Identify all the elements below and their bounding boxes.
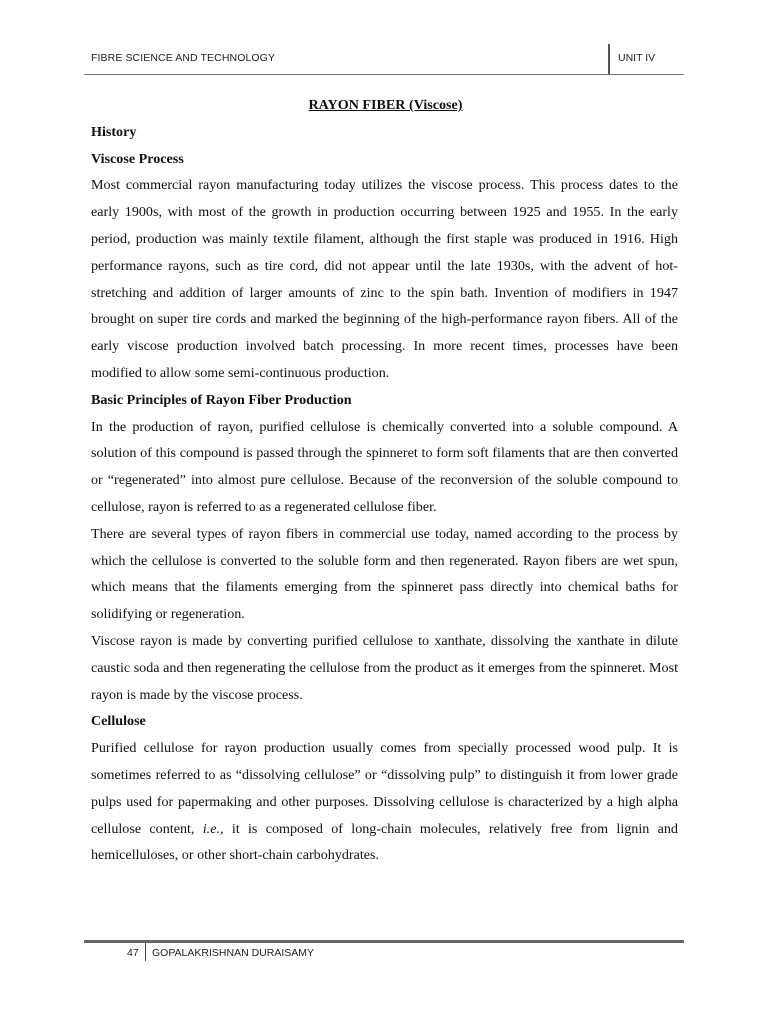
footer-page-number: 47 [127, 947, 139, 959]
footer-author: GOPALAKRISHNAN DURAISAMY [152, 947, 315, 959]
paragraph-viscose-process: Most commercial rayon manufacturing today utilizes the viscose process. This process dates to the early 1900s, with most of the growth in production occurring between 1925 and 1955. In the early period, production was mainly textile filament, although the first staple was produced in 1916. High performance rayons, such as tire cord, did not appear until the late 1930s, with the advent of hot-stretching and addition of larger amounts of zinc to the spin bath. Invention of modifiers in 1947 brought on super tire cords and marked the beginning of the high-performance rayon fibers. All of the early viscose production involved batch processing. In more recent times, processes have been modified to allow some semi-continuous production. [91, 177, 678, 381]
paragraph-cellulose [91, 735, 678, 869]
footer-rule [84, 940, 684, 943]
footer-divider [145, 943, 146, 961]
header-unit: UNIT IV [618, 52, 656, 64]
paragraph-cellulose-part-b: , it is composed of long-chain molecules, relatively free from lignin and hemicelluloses, or other short-chain carbohydrates. [91, 820, 678, 864]
paragraph-principles-2: There are several types of rayon fibers in commercial use today, named according to the process by which the cellulose is converted to the soluble form and then regenerated. Rayon fibers are wet spun, which means that the filaments emerging from the spinneret pass directly into chemical baths for solidifying or regeneration. [91, 525, 678, 623]
header-subject: FIBRE SCIENCE AND TECHNOLOGY [91, 52, 276, 64]
header-rule [84, 74, 684, 75]
paragraph-principles-3: Viscose rayon is made by converting purified cellulose to xanthate, dissolving the xanthate in dilute caustic soda and then regenerating the cellulose from the product as it emerges from the spinneret. Most rayon is made by the viscose process. [91, 632, 678, 703]
paragraph-cellulose-part-a: Purified cellulose for rayon production usually comes from specially processed wood pulp. It is sometimes referred to as “dissolving cellulose” or “dissolving pulp” to distinguish it from lower grade pulps used for papermaking and other purposes. Dissolving cellulose is characterized by a high alpha cellulose content, [91, 740, 678, 837]
header-divider [608, 44, 610, 75]
paragraph-cellulose-ie: i.e. [202, 820, 220, 837]
section-heading-basic-principles: Basic Principles of Rayon Fiber Production [91, 391, 352, 408]
section-heading-history: History [91, 123, 137, 140]
section-heading-viscose-process: Viscose Process [91, 150, 184, 167]
page-title: RAYON FIBER (Viscose) [308, 97, 463, 113]
page-content [91, 92, 678, 869]
section-heading-cellulose: Cellulose [91, 713, 146, 730]
paragraph-principles-1: In the production of rayon, purified cellulose is chemically converted into a soluble compound. A solution of this compound is passed through the spinneret to form soft filaments that are then converted or “regenerated” into almost pure cellulose. Because of the reconversion of the soluble compound to cellulose, rayon is referred to as a regenerated cellulose fiber. [91, 418, 678, 515]
